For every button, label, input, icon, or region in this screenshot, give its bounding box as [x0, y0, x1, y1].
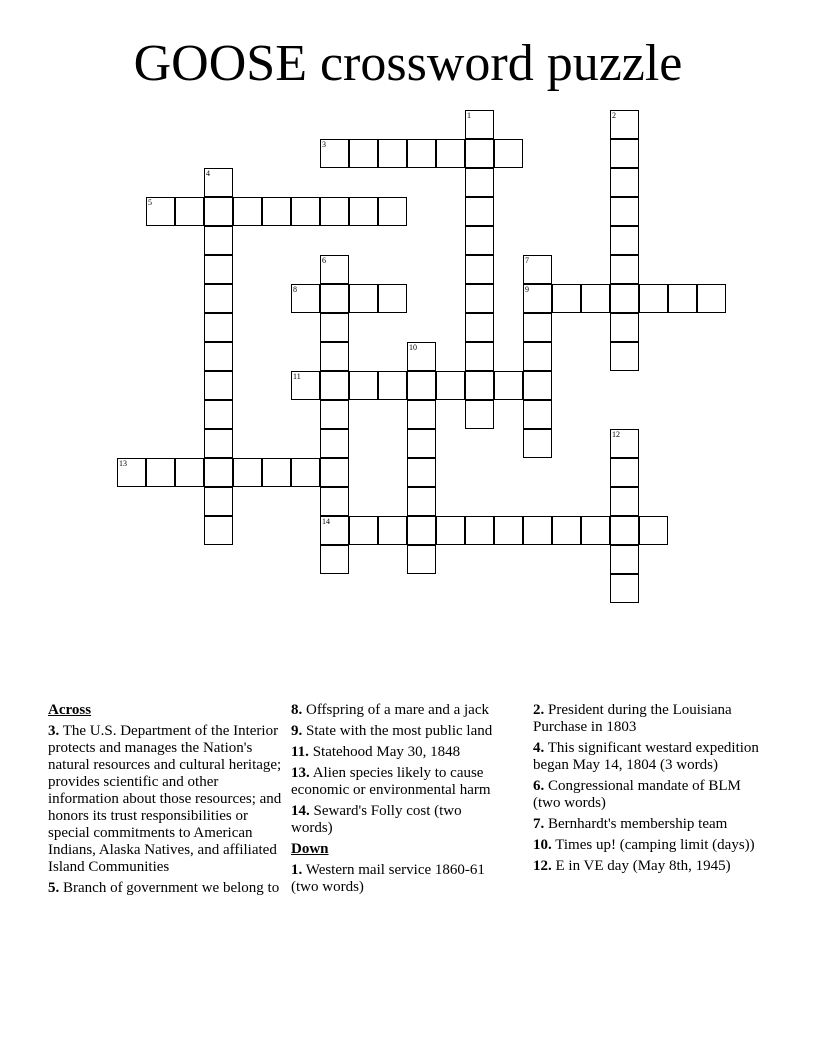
grid-cell[interactable] — [378, 197, 407, 226]
grid-cell[interactable] — [407, 139, 436, 168]
across-header: Across — [48, 702, 92, 718]
grid-cell[interactable] — [523, 284, 552, 313]
grid-cell[interactable] — [233, 197, 262, 226]
clue-number: 5. — [48, 880, 60, 896]
clue-down-4 — [533, 740, 763, 774]
down-header: Down — [291, 841, 329, 857]
clue-number: 10. — [533, 837, 552, 853]
grid-cell[interactable] — [320, 516, 349, 545]
grid-cell[interactable] — [407, 545, 436, 574]
grid-cell[interactable] — [581, 516, 610, 545]
grid-cell[interactable] — [465, 197, 494, 226]
grid-cell[interactable] — [465, 516, 494, 545]
grid-cell[interactable] — [378, 284, 407, 313]
grid-cell[interactable] — [610, 168, 639, 197]
grid-cell[interactable] — [320, 313, 349, 342]
cell-number: 13 — [119, 459, 127, 468]
cell-number: 1 — [467, 111, 471, 120]
grid-cell[interactable] — [407, 458, 436, 487]
clue-number: 4. — [533, 740, 545, 756]
grid-cell[interactable] — [349, 284, 378, 313]
grid-cell[interactable] — [204, 313, 233, 342]
grid-cell[interactable] — [378, 371, 407, 400]
clue-text: Statehood May 30, 1848 — [312, 744, 461, 760]
grid-cell[interactable] — [320, 371, 349, 400]
grid-cell[interactable] — [610, 342, 639, 371]
grid-cell[interactable] — [610, 284, 639, 313]
grid-cell[interactable] — [349, 371, 378, 400]
grid-cell[interactable] — [204, 226, 233, 255]
grid-cell[interactable] — [262, 197, 291, 226]
clue-number: 12. — [533, 858, 552, 874]
grid-cell[interactable] — [523, 342, 552, 371]
grid-cell[interactable] — [523, 516, 552, 545]
grid-cell[interactable] — [320, 284, 349, 313]
grid-cell[interactable] — [552, 516, 581, 545]
grid-cell[interactable] — [465, 139, 494, 168]
grid-cell[interactable] — [320, 255, 349, 284]
grid-cell[interactable] — [639, 516, 668, 545]
grid-cell[interactable] — [349, 516, 378, 545]
grid-cell[interactable] — [291, 197, 320, 226]
cell-number: 4 — [206, 169, 210, 178]
grid-cell[interactable] — [204, 371, 233, 400]
clue-text: Offspring of a mare and a jack — [306, 702, 489, 718]
grid-cell[interactable] — [407, 400, 436, 429]
clue-text: Congressional mandate of BLM (two words) — [533, 778, 741, 811]
clue-text: This significant westard expedition began May 14, 1804 (3 words) — [533, 740, 759, 773]
clue-down-12 — [533, 858, 763, 875]
grid-cell[interactable] — [175, 458, 204, 487]
clue-across-9 — [291, 723, 496, 740]
grid-cell[interactable] — [610, 458, 639, 487]
grid-cell[interactable] — [320, 342, 349, 371]
clues-column-3 — [533, 702, 763, 879]
grid-cell[interactable] — [465, 226, 494, 255]
grid-cell[interactable] — [494, 516, 523, 545]
grid-cell[interactable] — [204, 168, 233, 197]
grid-cell[interactable] — [146, 458, 175, 487]
grid-cell[interactable] — [436, 371, 465, 400]
clue-text: E in VE day (May 8th, 1945) — [555, 858, 731, 874]
grid-cell[interactable] — [465, 313, 494, 342]
grid-cell[interactable] — [523, 400, 552, 429]
grid-cell[interactable] — [407, 371, 436, 400]
grid-cell[interactable] — [639, 284, 668, 313]
grid-cell[interactable] — [204, 284, 233, 313]
clue-number: 7. — [533, 816, 545, 832]
clue-number: 3. — [48, 723, 60, 739]
grid-cell[interactable] — [465, 255, 494, 284]
grid-cell[interactable] — [320, 458, 349, 487]
grid-cell[interactable] — [320, 429, 349, 458]
grid-cell[interactable] — [610, 487, 639, 516]
grid-cell[interactable] — [523, 255, 552, 284]
clue-text: Times up! (camping limit (days)) — [555, 837, 755, 853]
grid-cell[interactable] — [610, 226, 639, 255]
cell-number: 9 — [525, 285, 529, 294]
grid-cell[interactable] — [465, 400, 494, 429]
grid-cell[interactable] — [204, 458, 233, 487]
clues-column-1 — [48, 702, 283, 901]
grid-cell[interactable] — [465, 342, 494, 371]
clue-down-10 — [533, 837, 763, 854]
clue-across-14 — [291, 803, 496, 837]
grid-cell[interactable] — [610, 429, 639, 458]
grid-cell[interactable] — [291, 458, 320, 487]
clue-number: 1. — [291, 862, 303, 878]
clue-text: Bernhardt's membership team — [548, 816, 728, 832]
grid-cell[interactable] — [320, 545, 349, 574]
grid-cell[interactable] — [407, 429, 436, 458]
grid-cell[interactable] — [204, 516, 233, 545]
clue-number: 13. — [291, 765, 310, 781]
grid-cell[interactable] — [610, 110, 639, 139]
grid-cell[interactable] — [407, 487, 436, 516]
grid-cell[interactable] — [175, 197, 204, 226]
grid-cell[interactable] — [610, 516, 639, 545]
clue-number: 9. — [291, 723, 303, 739]
grid-cell[interactable] — [204, 255, 233, 284]
clue-across-8 — [291, 702, 496, 719]
grid-cell[interactable] — [204, 342, 233, 371]
cell-number: 5 — [148, 198, 152, 207]
clue-text: The U.S. Department of the Interior protects and manages the Nation's natural resources and cultural heritage; provides scientific and other information about those resources; and honors its trust responsibilities or special commitments to American Indians, Alaska Natives, and affiliated Island Communities — [48, 723, 282, 875]
cell-number: 2 — [612, 111, 616, 120]
clue-across-13 — [291, 765, 496, 799]
cell-number: 7 — [525, 256, 529, 265]
grid-cell[interactable] — [204, 197, 233, 226]
grid-cell[interactable] — [465, 284, 494, 313]
clue-number: 8. — [291, 702, 303, 718]
clue-down-2 — [533, 702, 763, 736]
grid-cell[interactable] — [349, 197, 378, 226]
grid-cell[interactable] — [610, 255, 639, 284]
cell-number: 12 — [612, 430, 620, 439]
grid-cell[interactable] — [494, 371, 523, 400]
grid-cell[interactable] — [552, 284, 581, 313]
grid-cell[interactable] — [610, 545, 639, 574]
grid-cell[interactable] — [233, 458, 262, 487]
clue-across-3 — [48, 723, 283, 876]
clue-text: State with the most public land — [306, 723, 493, 739]
grid-cell[interactable] — [697, 284, 726, 313]
cell-number: 8 — [293, 285, 297, 294]
grid-cell[interactable] — [436, 516, 465, 545]
grid-cell[interactable] — [204, 429, 233, 458]
grid-cell[interactable] — [465, 371, 494, 400]
grid-cell[interactable] — [378, 516, 407, 545]
cell-number: 10 — [409, 343, 417, 352]
grid-cell[interactable] — [204, 487, 233, 516]
grid-cell[interactable] — [349, 139, 378, 168]
grid-cell[interactable] — [117, 458, 146, 487]
clue-number: 2. — [533, 702, 545, 718]
grid-cell[interactable] — [581, 284, 610, 313]
grid-cell[interactable] — [523, 429, 552, 458]
grid-cell[interactable] — [523, 371, 552, 400]
grid-cell[interactable] — [291, 284, 320, 313]
clue-down-1 — [291, 862, 496, 896]
grid-cell[interactable] — [204, 400, 233, 429]
grid-cell[interactable] — [291, 371, 320, 400]
clue-number: 11. — [291, 744, 309, 760]
clue-text: Branch of government we belong to — [63, 880, 280, 896]
cell-number: 6 — [322, 256, 326, 265]
grid-cell[interactable] — [262, 458, 291, 487]
grid-cell[interactable] — [523, 313, 552, 342]
grid-cell[interactable] — [320, 487, 349, 516]
grid-cell[interactable] — [610, 139, 639, 168]
grid-cell[interactable] — [320, 197, 349, 226]
clue-number: 14. — [291, 803, 310, 819]
grid-cell[interactable] — [407, 516, 436, 545]
grid-cell[interactable] — [610, 197, 639, 226]
grid-cell[interactable] — [668, 284, 697, 313]
cell-number: 14 — [322, 517, 330, 526]
grid-cell[interactable] — [610, 574, 639, 603]
clue-across-11 — [291, 744, 496, 761]
clue-text: Alien species likely to cause economic or environmental harm — [291, 765, 491, 798]
puzzle-title: GOOSE crossword puzzle — [133, 35, 683, 92]
grid-cell[interactable] — [610, 313, 639, 342]
cell-number: 11 — [293, 372, 301, 381]
grid-cell[interactable] — [407, 342, 436, 371]
grid-cell[interactable] — [494, 139, 523, 168]
clue-text: President during the Louisiana Purchase in 1803 — [533, 702, 732, 735]
grid-cell[interactable] — [465, 110, 494, 139]
clue-down-6 — [533, 778, 763, 812]
grid-cell[interactable] — [378, 139, 407, 168]
cell-number: 3 — [322, 140, 326, 149]
clue-across-5 — [48, 880, 283, 897]
grid-cell[interactable] — [146, 197, 175, 226]
clue-number: 6. — [533, 778, 545, 794]
clue-text: Seward's Folly cost (two words) — [291, 803, 462, 836]
clue-down-7 — [533, 816, 763, 833]
clue-text: Western mail service 1860-61 (two words) — [291, 862, 485, 895]
grid-cell[interactable] — [465, 168, 494, 197]
grid-cell[interactable] — [436, 139, 465, 168]
clues-column-2 — [291, 702, 496, 900]
grid-cell[interactable] — [320, 139, 349, 168]
grid-cell[interactable] — [320, 400, 349, 429]
